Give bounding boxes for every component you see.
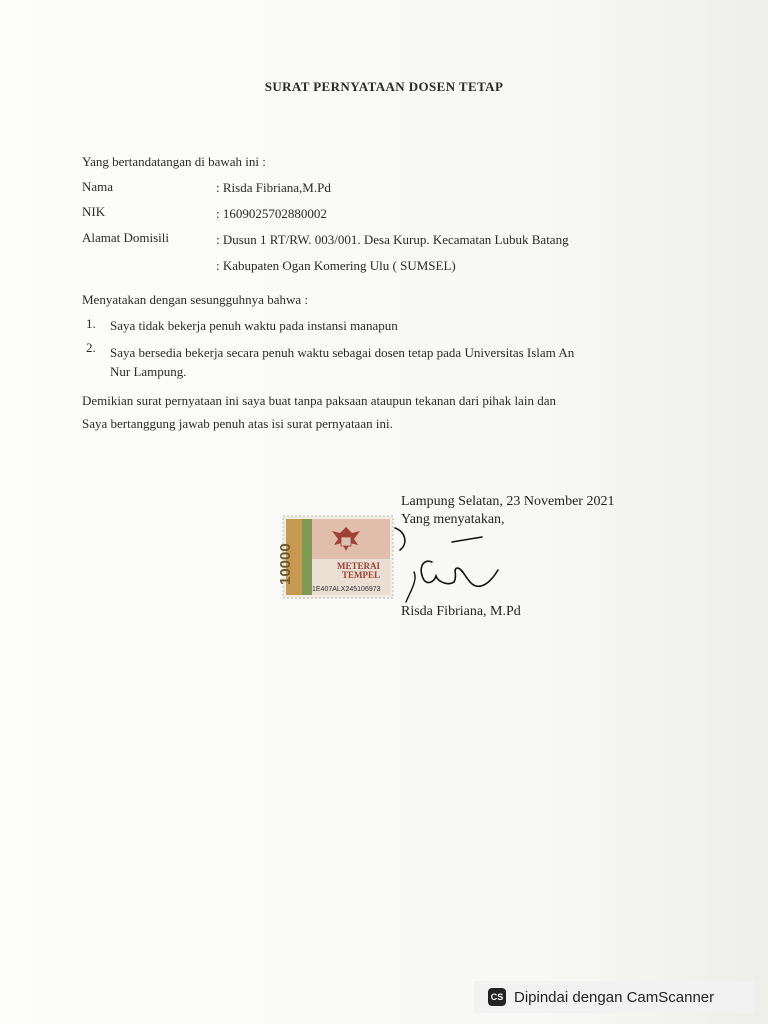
item-1-text: Saya tidak bekerja penuh waktu pada instansi manapun [110, 318, 398, 333]
stamp-line1: METERAI [336, 561, 380, 571]
signature-label: Yang menyatakan, [401, 512, 505, 527]
field-label-nik: NIK [82, 204, 106, 219]
field-value-alamat: : Dusun 1 RT/RW. 003/001. Desa Kurup. Kecamatan Lubuk Batang [216, 232, 569, 247]
statement-intro: Menyatakan dengan sesungguhnya bahwa : [82, 292, 308, 307]
field-label-alamat: Alamat Domisili [82, 230, 170, 245]
item-2-continuation: Nur Lampung. [110, 364, 187, 379]
camscanner-watermark [474, 981, 754, 1013]
item-2-text: Saya bersedia bekerja secara penuh waktu sebagai dosen tetap pada Universitas Islam An [110, 345, 575, 360]
field-value-nik: : 1609025702880002 [216, 206, 327, 221]
field-label-nama: Nama [82, 179, 114, 194]
signature-place-date: Lampung Selatan, 23 November 2021 [401, 494, 615, 509]
intro-text: Yang bertandatangan di bawah ini : [82, 154, 266, 169]
item-1-number: 1. [86, 316, 96, 331]
address-line-2: : Kabupaten Ogan Komering Ulu ( SUMSEL) [216, 258, 456, 273]
camscanner-text: Dipindai dengan CamScanner [514, 988, 715, 1006]
field-value-nama: : Risda Fibriana,M.Pd [216, 180, 331, 195]
closing-line-1: Demikian surat pernyataan ini saya buat tanpa paksaan ataupun tekanan dari pihak lain dan [82, 393, 556, 408]
camscanner-logo-icon: CS [488, 988, 506, 1006]
handwritten-signature [392, 510, 512, 610]
stamp-serial: 1E407ALX245106973 [312, 586, 381, 593]
closing-line-2: Saya bertanggung jawab penuh atas isi surat pernyataan ini. [82, 416, 393, 431]
signature-name: Risda Fibriana, M.Pd [401, 604, 521, 619]
document-title: SURAT PERNYATAAN DOSEN TETAP [264, 79, 504, 94]
stamp-amount: 10000 [277, 543, 294, 585]
revenue-stamp [277, 515, 394, 599]
item-2-number: 2. [86, 340, 96, 355]
stamp-line2: TEMPEL [341, 570, 380, 580]
